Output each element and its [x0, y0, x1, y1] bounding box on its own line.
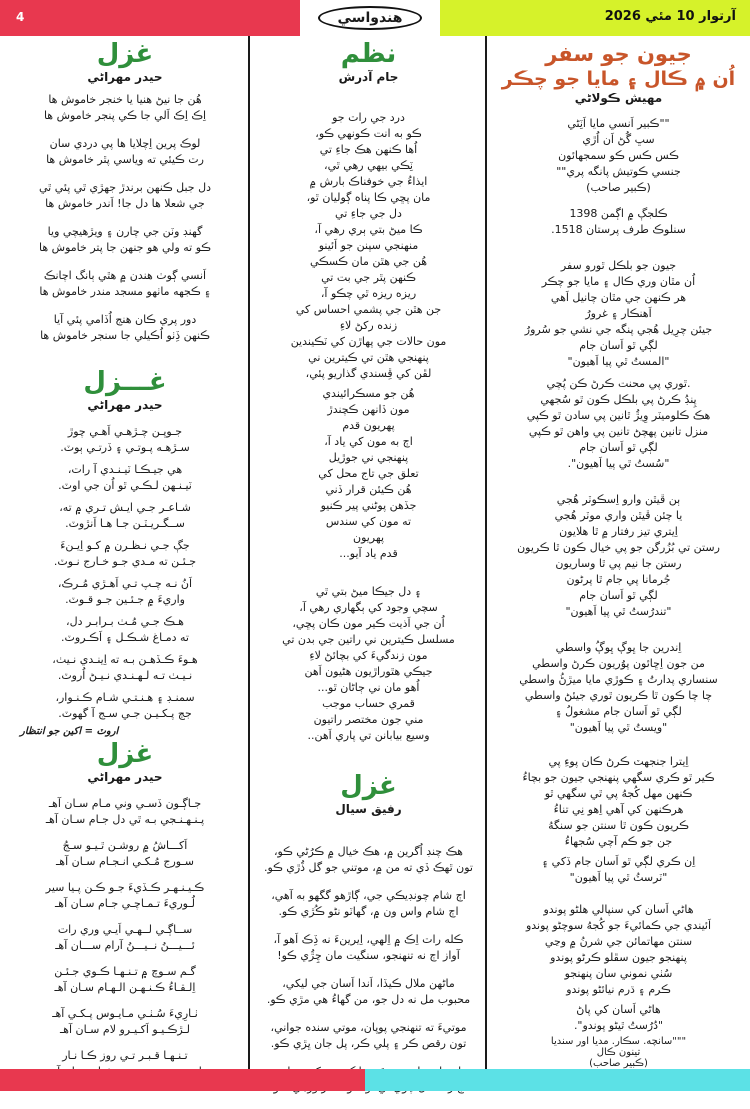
text-line: جي شعلا ها دل جا! اَندر خاموش ها: [45, 197, 205, 210]
text-line: ريزه ريزه ٿي چڪو آ،: [320, 287, 417, 300]
text-line: اڄ شام چونڊيڪي جي، ڳاڙهو گگهو به آهي،: [271, 889, 466, 902]
text-line: ڪس ڪس ڪو سمجهائون: [558, 149, 679, 162]
text-line: واريءَ ۾ جـئـين جـو قـوٽ.: [65, 593, 185, 606]
article-column: [487, 36, 750, 1069]
text-line: اَهنڪار ۽ غرورُ: [585, 307, 652, 320]
text-line: "المستُ ٿي پيا اَهيون": [567, 355, 670, 368]
masthead-logo: هندواسي: [318, 6, 422, 30]
text-line: من جون اِڇائون پوُريون ڪرڻ واسطي: [532, 657, 705, 670]
text-line: رت ڪيئي ته وياسي پٿر خاموش ها: [46, 153, 204, 166]
poetry-column-middle: [250, 36, 487, 1069]
text-line: رستن تي بُزُرگن جو پي خيال ڪون ٿا ڪريون: [517, 541, 720, 554]
text-line: تعلق جي تاج محل کي: [318, 467, 419, 480]
text-line: ئـــيـــنُ نــيـــنُ آرام ســـان آهـ: [55, 939, 195, 952]
text-line: سنساري پدارتُ ۽ ڪوڙي مايا ميڙڻُ واسطي: [519, 673, 718, 686]
text-line: اِيتري تيز رفتار ۾ ٿا هلايون: [559, 525, 678, 538]
text-line: هر ڪنهن جي مٿان چانيل اَهي: [550, 291, 687, 304]
text-line: سڀ گُڻ اَن اُڙي: [582, 133, 655, 146]
text-line: هاڻي اَسان کي پاڻ: [576, 1003, 661, 1016]
text-line: ســاڳـي لــهـي اَيـي وري رات: [57, 923, 193, 936]
text-line: سـورج مُـکـي انـجـام سـان آهـ: [56, 855, 194, 868]
text-line: ۽ دل جيڪا ميڻ بتي ٿي: [315, 585, 422, 598]
text-line: سنتن مهاتمائن جي شرنُ ۾ وڃي: [544, 935, 693, 948]
text-line: چا چا ڪون ٿا ڪريون ٿوري جيئڻ واسطي: [524, 689, 713, 702]
poem-stanza: [250, 386, 487, 562]
page-number: 4: [16, 10, 25, 24]
text-line: جـاڳـون ڏسـي وني مـام سـان آهـ: [48, 797, 202, 810]
text-line: سـڙهـه پـوتـي ۽ ڏرتـي ٻوٽ.: [60, 441, 190, 454]
text-line: جنسي ڪوتيش پانگه پري"": [556, 165, 681, 178]
text-line: دل جبل ڪنهن برندڙ جهڙي ٿي پئي ٿي: [39, 181, 211, 194]
text-line: هُن جو مسڪرائيندي: [322, 387, 415, 400]
text-line: جڳ جـي نـظـرن ۾ کـو اِيـنءَ: [60, 539, 190, 552]
text-line: پِنڊُ ڪرڻ پي بلڪل ڪون ٿو سُجهي: [540, 393, 697, 406]
article-title: جيون جو سفر: [545, 42, 692, 66]
text-line: آواز اڄ نه تنهنجو، سنگيت مان چِڙُي ڪو!: [277, 949, 460, 962]
poem-author: جام آدرش: [338, 70, 399, 84]
poem-couplets: [0, 92, 250, 344]
text-line: ۽ ڪجهه ماٺهو مسجد مندر خاموش ها: [39, 285, 211, 298]
text-line: لڳي ٿو اَسان جام: [579, 339, 658, 352]
text-line: درد جي رات جو: [332, 111, 405, 124]
text-line: اُها ڪنهن هڪ جاءِ تي: [319, 143, 418, 156]
text-line: ٽيـنـهن لـڪـي ٿو اُن جي اوٽ.: [58, 479, 192, 492]
article-author: مهيش ڪولاڻي: [574, 91, 663, 105]
paragraph: [487, 206, 750, 238]
text-line: اڄ شام واس ون ۾، گهاٽو نڻو ڪُڙي ڪو.: [278, 905, 459, 918]
text-line: گهنڊ وٽن جي چارن ۽ ويڙهيچي ويا: [47, 225, 203, 238]
text-line: اڄ به مون کي ياد آ،: [324, 435, 413, 448]
text-line: اَئيندي جي ڪمائيءَ جو کُجهُ سوچڻو پوندو: [525, 919, 712, 932]
text-line: ڪو ته ولي هو جنهن جا پتر خاموش ها: [39, 241, 211, 254]
quote-block: [487, 116, 750, 196]
poem-author: حيدر مهراڻي: [87, 770, 163, 784]
text-line: ڪرم ۽ ڌرم نيائڻو پوندو: [566, 983, 671, 996]
text-line: """سانچه. سڪار. مديا اور سنديا: [550, 1036, 687, 1047]
poem-couplets: [0, 424, 250, 737]
text-line: هُن جي هٿن مان ڪسڪي: [309, 255, 428, 268]
text-line: اِندرين جا ڀوڳ ڀوڳُ واسطي: [555, 641, 682, 654]
text-line: ته مون کي سندس: [325, 515, 412, 528]
text-line: هُن جا نيڻ هنيا يا خنجر خاموش ها: [48, 93, 202, 106]
text-line: هاڻي اَسان کي سنپالي هلڻو پوندو: [543, 903, 694, 916]
poem-author: حيدر مهراڻي: [87, 398, 163, 412]
text-line: جيون جو بلڪل ٿورو سفر: [560, 259, 677, 272]
text-line: لُـوريءَ تـمـاچـي جـام سـان آهـ: [55, 897, 195, 910]
text-line: لڳي ٿو اَسان جام: [579, 441, 658, 454]
text-line: جيڪي هٿوراڙيون هڻيون اَهن: [304, 665, 433, 678]
poem-couplets: [0, 796, 250, 1080]
text-line: ڪله رات اِڪ ۾ اِلهي، اِيرينءَ نه ڏِڪ اَهو آ،: [273, 933, 464, 946]
footer-cyan-band: [365, 1069, 750, 1091]
text-line: جُرمانا پي جام ٿا پرڻون: [566, 573, 671, 586]
text-line: محبوب مل نه دل جو، من گهاءُ هي مڙي ڪو.: [266, 993, 471, 1006]
text-line: ڪنهن پٿر جي بت تي: [321, 271, 416, 284]
poem-author: حيدر مهراڻي: [87, 70, 163, 84]
paragraph: [487, 902, 750, 998]
poem-stanza: [250, 110, 487, 382]
text-line: پنهنجي هٿن تي ڪيترين ني: [308, 351, 429, 364]
article-subtitle: اُن ۾ ڪال ۽ مايا جو چڪر: [501, 68, 736, 90]
text-line: ايذاءُ جي خوفناڪ بارش ۾: [309, 175, 428, 188]
text-line: تون ٿهڪ ڏي ته من ۾، موتني جو گل ڏُڙي ڪو.: [264, 861, 473, 874]
text-line: پهريون قدم: [342, 419, 395, 432]
issue-date: آرتوار 10 مئي 2026: [604, 9, 736, 24]
text-line: اَنُ نـه چـپ تـي اَهـڙي مُـرڪ،: [57, 577, 193, 590]
text-line: جـئـن ته مـدي جـو خـارج نـوٽ.: [53, 555, 197, 568]
text-line: اَنسي ڳوٺ هندن ۾ هٿي ٻانگ اچانڪ: [43, 269, 207, 282]
text-line: هي جيـڪـا ٽيـنـدي آ رات،: [67, 463, 183, 476]
page-header: [0, 0, 750, 36]
paragraph: [487, 492, 750, 620]
text-line: ڪلجڳ ۾ اڳمن 1398: [569, 207, 668, 220]
text-line: اِلـقـاءُ ڪـنـهـن الـهـام سـان آهـ: [54, 981, 196, 994]
closing-quote: [487, 1036, 750, 1069]
text-line: .ٿوري پي محنت ڪرڻ ڪن پُچي: [546, 377, 691, 390]
text-line: مون زندگيءَ کي بچائڻ لاءِ: [309, 649, 428, 662]
paragraph: [487, 754, 750, 850]
text-line: شـاعـر جـي ايـش تـري ۾ ته،: [59, 501, 191, 514]
paragraph: [487, 854, 750, 886]
poem-title: نظم: [340, 39, 397, 69]
text-line: "تندرُستُ ٿي پيا اَهيون": [565, 605, 672, 618]
text-line: "دُرُستُ ٿيڻو پوندو".: [573, 1019, 664, 1032]
text-line: اُهو مان ني ڄاڻان ٿو...: [317, 681, 420, 694]
text-line: اِڪ اِڪ اَلي جا ڪي پنجر خاموش ها: [43, 109, 207, 122]
text-line: لوڪ پرين اِچلايا ها پي دردي سان: [49, 137, 201, 150]
text-line: مسلسل ڪيترين ني راتين جي بدن تي: [282, 633, 455, 646]
header-red-band: [0, 0, 300, 36]
text-line: (ڪبير صاحب): [586, 181, 651, 194]
text-line: هـوءَ ڪـڏهـن بـه ته اِينـدي نـيٺ،: [52, 653, 198, 666]
text-line: دور پري ڪان هنج اُڏامي پئي آيا: [53, 313, 197, 326]
poem-couplets: [250, 844, 487, 1096]
poetry-column-left: [0, 36, 250, 1069]
text-line: منزل تانين پهچڻ تانين پي واهن ٿو ڪپي: [528, 425, 709, 438]
text-line: تـنـهـا قـبـر تـي روز ڪـا نـار: [62, 1049, 188, 1062]
text-line: پهريون: [352, 531, 385, 544]
text-line: سنلوڪ طرف پرستان 1518.: [551, 223, 686, 236]
text-line: مان پڇي ڪا پناه ڳوليان ٿو،: [306, 191, 431, 204]
text-line: پنهنجو جيون سڦلو ڪرڻو پوندو: [550, 951, 687, 964]
text-line: ڪنهن ڏِٺو اُڪيلي جا سنجر خاموش ها: [40, 329, 210, 342]
text-line: جن هٿن جي پشمي احساس کي: [295, 303, 442, 316]
poem-title: غزل: [340, 771, 397, 801]
text-line: جيئن چرِيل هُجي پنگه جي نشي جو سُرورُ: [524, 323, 713, 336]
text-line: سمنـڊ ۽ هـنـتـي شـام ڪـنـوار،: [55, 691, 195, 704]
text-line: لڳي ٿو اَسان جام: [579, 589, 658, 602]
text-line: ڪا ميڻ بتي ٻري رهي آ،: [314, 223, 423, 236]
text-line: ڪـيـنـهـر ڪـڏيءَ جـو ڪـن پـيا سير: [45, 881, 205, 894]
text-line: تينون ڪال: [596, 1047, 641, 1058]
poem-title: غزل: [96, 739, 154, 769]
text-line: هرڪنهن کي آهي اِهو نِي تناءُ: [553, 803, 684, 816]
text-line: اِن ڪري لڳي ٿو اَسان جام ڏکي ۽: [541, 855, 696, 868]
paragraph: [487, 640, 750, 736]
text-line: اِيترا جنجهٽ ڪرڻ ڪان پوءِ پي: [548, 755, 689, 768]
text-line: گـم سـوچ ۾ تـنـهـا ڪـوي جـئـن: [54, 965, 196, 978]
text-line: ڪير ٿو ڪري سگهي پنهنجي جيون جو بچاءُ: [522, 771, 715, 784]
text-line: "سُستُ ٿي پيا اَهيون".: [567, 457, 670, 470]
text-line: مني جون مختصر راتيون: [313, 713, 424, 726]
text-line: ڪريون ڪون ٿا سنتن جو سنگهُ: [548, 819, 689, 832]
text-line: نـيـٺ تـه لـهـنـدي نـيـڻ اُروٽ.: [57, 669, 193, 682]
text-line: ڪو به انت ڪونهي ڪو،: [315, 127, 422, 140]
text-line: ٻن ڦيٿن وارو اِسڪوٽر هُجي: [556, 493, 681, 506]
text-line: لڦن کي ڦِسندي گذاريو پئي،: [305, 367, 432, 380]
text-line: ته دمـاغ شـڪـل ۽ اَڪـروٽ.: [61, 631, 189, 644]
text-line: ""ڪبير اَنسي مايا اَٽِڻي: [567, 117, 670, 130]
text-line: منهنجي سپنن جو اَئينو: [318, 239, 419, 252]
text-line: هڪ ڪلوميٽر وِيڙُ ٿانين پي سادن ٿو ڪپي: [526, 409, 711, 422]
text-line: رستن جا نيم پي ٿا وساريون: [555, 557, 682, 570]
text-line: اَکـــاشُ ۾ روشـن ٿـيـو سـجُ: [62, 839, 188, 852]
text-line: ماڻهن ملال ڪيڏا، اَندا اَسان جي ليکي،: [282, 977, 455, 990]
text-line: لـڙڪـيـو اَکـيـرو لام سـان آهـ: [59, 1023, 191, 1036]
text-line: جڏهن پوڻني پير ڪنيو: [320, 499, 417, 512]
text-line: مون حالات جي پهاڙن کي ٽڪيندين: [290, 335, 447, 348]
poem-stanza: [250, 584, 487, 744]
text-line: ٺـارِيءَ سُـٺـي مـايـوس پـکـي آهـ: [52, 1007, 198, 1020]
text-line: "ويستُ ٿي پيا اَهيون": [569, 721, 668, 734]
text-line: ڪنهن مهل کُجهُ پي ٿي سگهي ٿو: [544, 787, 693, 800]
text-line: مون ڏانهن ڪچندڙ: [327, 403, 410, 416]
text-line: سُٺي نموني سان پنهنجو: [564, 967, 673, 980]
text-line: ٽِڪي بيهي رهي ٿي،: [324, 159, 413, 172]
footer-red-band: [0, 1069, 365, 1091]
text-line: يا چئن ڦيٿن واري موٽر هُجي: [554, 509, 683, 522]
poem-title: غزل: [96, 39, 154, 69]
text-line: (ڪبير صاحب): [589, 1058, 648, 1069]
paragraph: [487, 376, 750, 472]
text-line: سچي وجود کي ٻگهاري رهي آ،: [299, 601, 438, 614]
text-line: وسيع بيابانن تي پاري اَهن..: [307, 729, 430, 742]
poem-author: رفيق سيال: [335, 802, 402, 816]
text-line: هـڪ جـي مُـٺ بـرابـر دل،: [66, 615, 184, 628]
paragraph: [487, 1002, 750, 1034]
text-line: زنده رکڻ لاءِ: [339, 319, 398, 332]
text-line: موتيءَ ته تنهنجي پوپان، موتي سنده جواني،: [270, 1021, 467, 1034]
footnote: اروٽ = اکين جو انتظار: [20, 726, 119, 737]
text-line: پنهنجي ني جوڙيل: [328, 451, 409, 464]
text-line: هُن ڪيئن قرار ڏني: [325, 483, 412, 496]
text-line: قمري حساب موجب: [322, 697, 415, 710]
text-line: جڄ پـکـيـن جـي سـج آ گهوٽ.: [58, 707, 192, 720]
text-line: جـوپـن چـڙهـي اَهـي چوڙ: [67, 425, 183, 438]
text-line: قدم ياد آيو...: [339, 547, 398, 560]
poem-title: غـــزل: [83, 367, 167, 397]
text-line: تون رقص ڪر ۽ پلي ڪر، پل جان ڀڙي ڪو.: [270, 1037, 467, 1050]
text-line: لڳي ٿو اَسان جام مشغولُ ۽: [555, 705, 682, 718]
text-line: "ٽرسٽُ ٿي پيا اَهيون": [569, 871, 668, 884]
page-footer: [0, 1069, 750, 1091]
text-line: جن جو ڪم آچي سُجهاءُ: [564, 835, 673, 848]
text-line: اُن جي اَذيت ڪير مون ڪان پڇي،: [292, 617, 445, 630]
text-line: پـنـهـنـجي بـه ٿي دل جـام سـان آهـ: [45, 813, 205, 826]
paragraph: [487, 258, 750, 370]
text-line: دل جي جاءِ تي: [335, 207, 402, 220]
text-line: اُن مٿان وري ڪال ۽ مايا جو چڪر: [541, 275, 696, 288]
text-line: ســگـريـٽـن جـا هـا اَنڙوٽ.: [65, 517, 185, 530]
text-line: هڪ چنڊ اُگرين ۾، هڪ خيال ۾ ڪرُڻي ڪو،: [274, 845, 463, 858]
